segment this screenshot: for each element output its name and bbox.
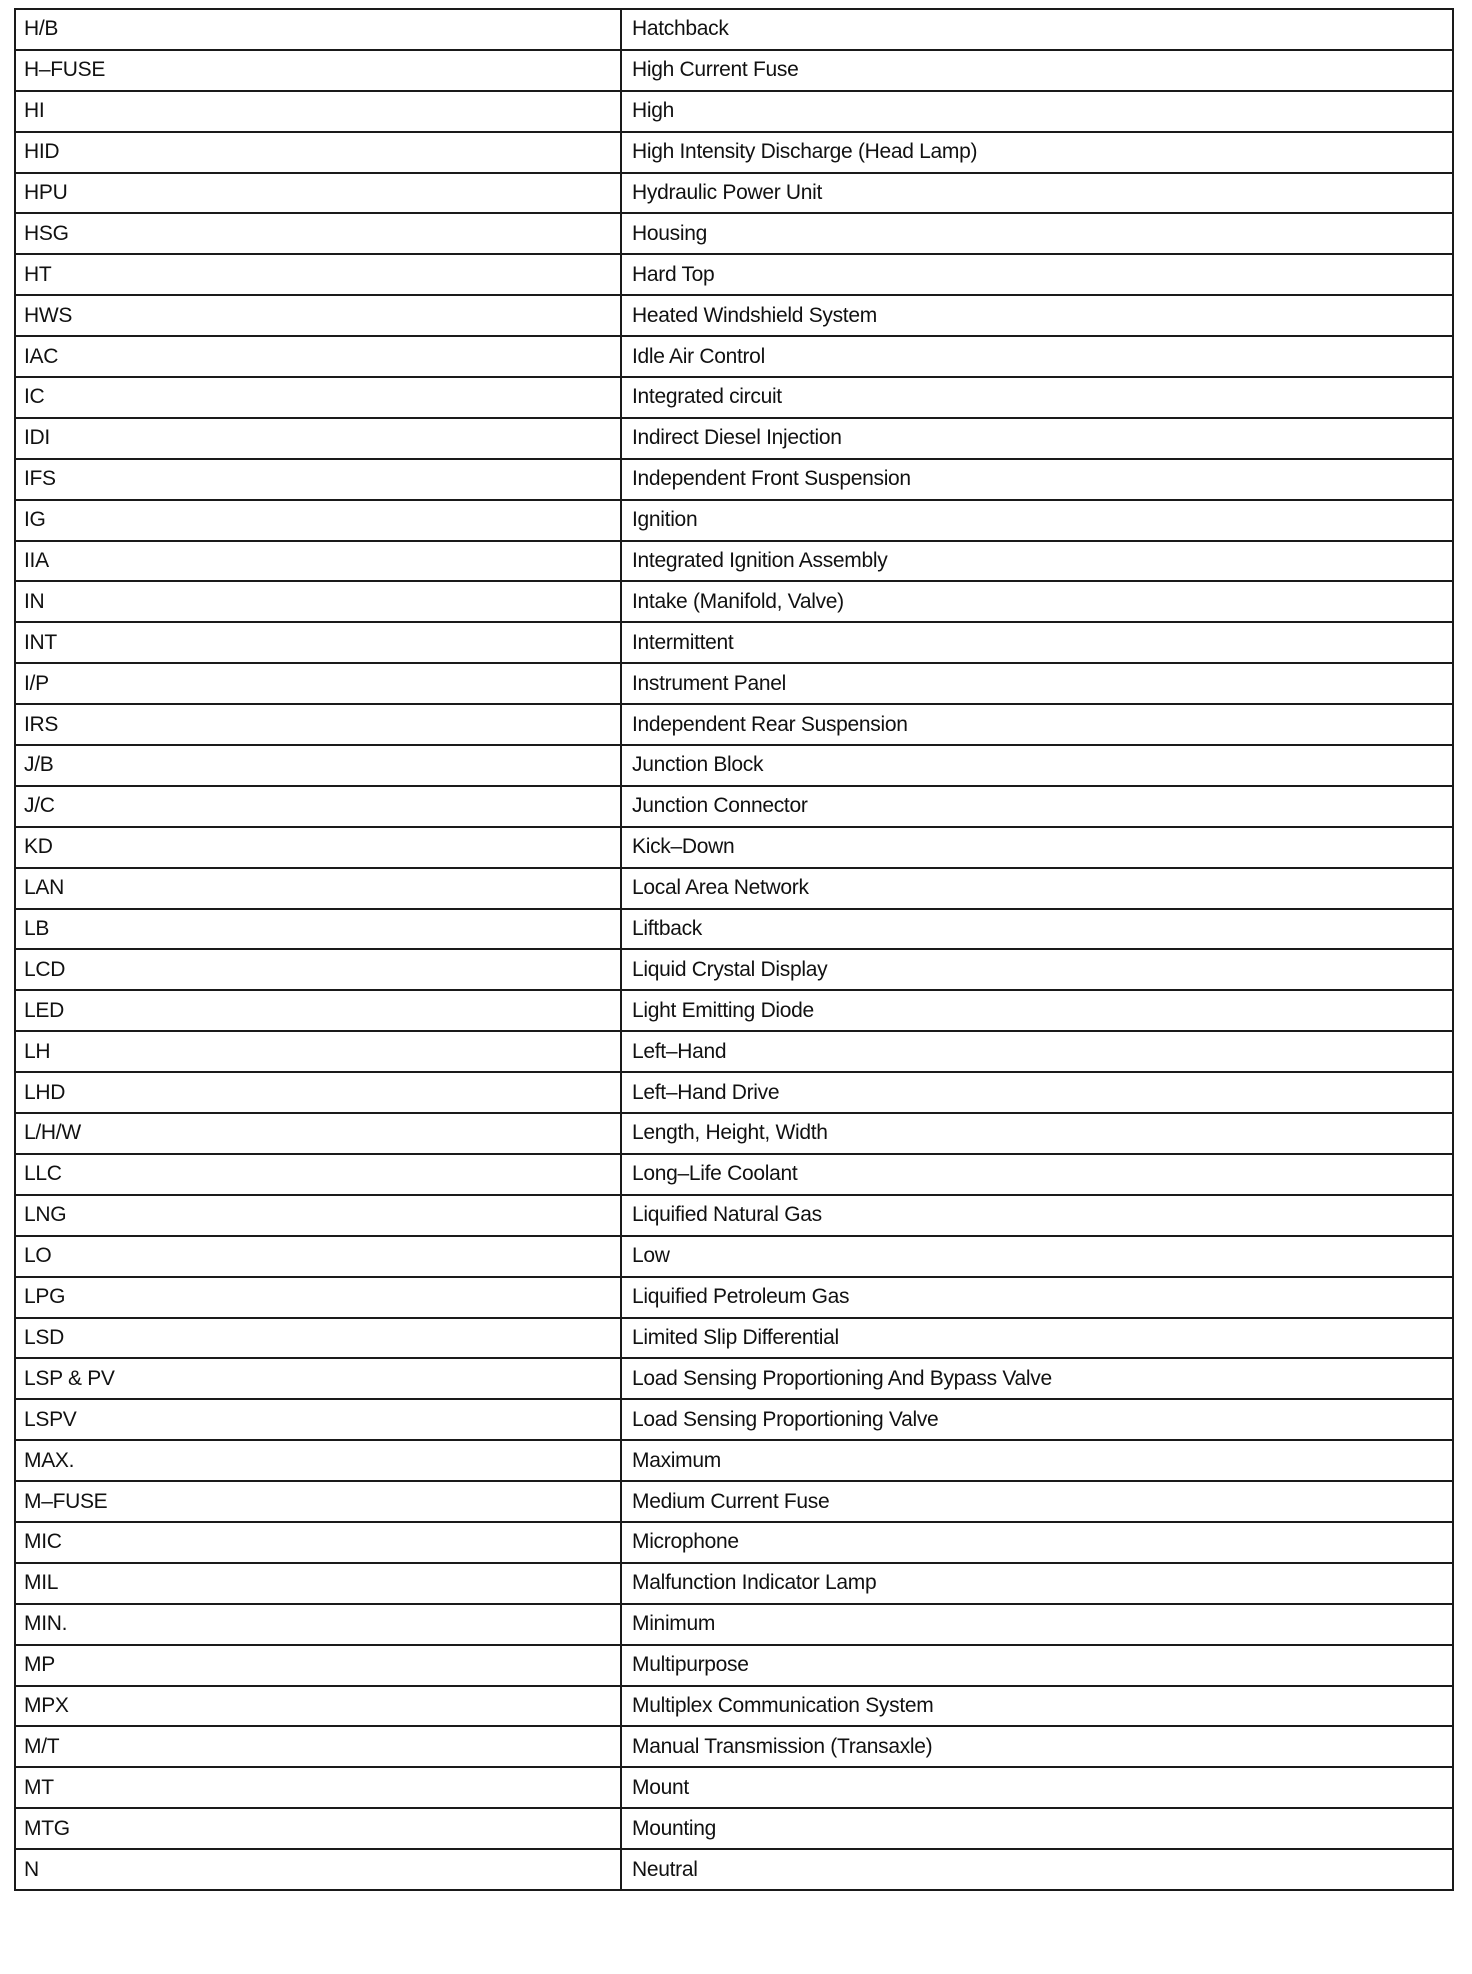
table-row [15,1031,1453,1072]
table-row [15,1399,1453,1440]
table-row [15,949,1453,990]
abbreviation-cell: IC [15,377,621,418]
meaning-cell: Length, Height, Width [621,1113,1453,1154]
abbreviation-cell: H–FUSE [15,50,621,91]
table-row [15,213,1453,254]
abbreviation-cell: MPX [15,1686,621,1727]
abbreviation-cell: LHD [15,1072,621,1113]
abbreviation-cell: J/B [15,745,621,786]
abbreviation-cell: LNG [15,1195,621,1236]
table-row [15,500,1453,541]
abbreviation-cell: MT [15,1767,621,1808]
abbreviation-cell: M/T [15,1726,621,1767]
meaning-cell: Mounting [621,1808,1453,1849]
table-row [15,581,1453,622]
abbreviation-cell: M–FUSE [15,1481,621,1522]
table-row [15,1604,1453,1645]
abbreviation-cell: HSG [15,213,621,254]
meaning-cell: Ignition [621,500,1453,541]
meaning-cell: Light Emitting Diode [621,990,1453,1031]
table-row [15,541,1453,582]
meaning-cell: Minimum [621,1604,1453,1645]
table-row [15,1849,1453,1890]
table-row [15,1277,1453,1318]
table-row [15,254,1453,295]
table-row [15,1563,1453,1604]
abbreviation-cell: MAX. [15,1440,621,1481]
abbreviation-cell: INT [15,622,621,663]
table-row [15,295,1453,336]
table-row [15,1358,1453,1399]
abbreviation-cell: IG [15,500,621,541]
table-row [15,9,1453,50]
table-row [15,1522,1453,1563]
table-row [15,1481,1453,1522]
meaning-cell: Integrated circuit [621,377,1453,418]
table-row [15,663,1453,704]
table-row [15,868,1453,909]
table-row [15,377,1453,418]
abbreviation-cell: HT [15,254,621,295]
table-row [15,50,1453,91]
abbreviation-cell: HI [15,91,621,132]
meaning-cell: Intake (Manifold, Valve) [621,581,1453,622]
table-row [15,1440,1453,1481]
meaning-cell: Multiplex Communication System [621,1686,1453,1727]
meaning-cell: Heated Windshield System [621,295,1453,336]
meaning-cell: Indirect Diesel Injection [621,418,1453,459]
abbreviation-cell: LB [15,909,621,950]
abbreviation-cell: LPG [15,1277,621,1318]
table-row [15,459,1453,500]
abbreviation-cell: MIL [15,1563,621,1604]
abbreviation-cell: IAC [15,336,621,377]
table-row [15,132,1453,173]
table-row [15,745,1453,786]
meaning-cell: Liquified Petroleum Gas [621,1277,1453,1318]
abbreviation-cell: LCD [15,949,621,990]
meaning-cell: Malfunction Indicator Lamp [621,1563,1453,1604]
meaning-cell: Manual Transmission (Transaxle) [621,1726,1453,1767]
table-row [15,418,1453,459]
meaning-cell: Left–Hand [621,1031,1453,1072]
meaning-cell: Instrument Panel [621,663,1453,704]
meaning-cell: Multipurpose [621,1645,1453,1686]
meaning-cell: Hard Top [621,254,1453,295]
abbreviation-cell: I/P [15,663,621,704]
meaning-cell: Housing [621,213,1453,254]
meaning-cell: Maximum [621,1440,1453,1481]
meaning-cell: Independent Front Suspension [621,459,1453,500]
table-row [15,909,1453,950]
table-row [15,173,1453,214]
abbreviation-cell: LH [15,1031,621,1072]
table-row [15,1645,1453,1686]
table-row [15,1726,1453,1767]
table-row [15,622,1453,663]
meaning-cell: Medium Current Fuse [621,1481,1453,1522]
meaning-cell: Low [621,1236,1453,1277]
meaning-cell: High Intensity Discharge (Head Lamp) [621,132,1453,173]
table-row [15,336,1453,377]
meaning-cell: High Current Fuse [621,50,1453,91]
meaning-cell: Load Sensing Proportioning And Bypass Valve [621,1358,1453,1399]
meaning-cell: Liquid Crystal Display [621,949,1453,990]
meaning-cell: Long–Life Coolant [621,1154,1453,1195]
abbreviation-cell: HWS [15,295,621,336]
meaning-cell: Kick–Down [621,827,1453,868]
abbreviation-cell: IFS [15,459,621,500]
abbreviation-cell: LSPV [15,1399,621,1440]
meaning-cell: Limited Slip Differential [621,1318,1453,1359]
table-row [15,1072,1453,1113]
meaning-cell: Microphone [621,1522,1453,1563]
meaning-cell: High [621,91,1453,132]
abbreviation-cell: H/B [15,9,621,50]
meaning-cell: Mount [621,1767,1453,1808]
meaning-cell: Liftback [621,909,1453,950]
meaning-cell: Left–Hand Drive [621,1072,1453,1113]
meaning-cell: Independent Rear Suspension [621,704,1453,745]
abbreviation-cell: IRS [15,704,621,745]
table-row [15,704,1453,745]
table-row [15,1686,1453,1727]
meaning-cell: Junction Block [621,745,1453,786]
table-row [15,1767,1453,1808]
meaning-cell: Idle Air Control [621,336,1453,377]
abbreviation-cell: LED [15,990,621,1031]
table-row [15,1808,1453,1849]
abbreviation-cell: IIA [15,541,621,582]
table-row [15,1195,1453,1236]
abbreviation-cell: HID [15,132,621,173]
table-row [15,786,1453,827]
abbreviation-cell: MP [15,1645,621,1686]
abbreviation-cell: LAN [15,868,621,909]
abbreviation-cell: LSD [15,1318,621,1359]
abbreviation-table [14,8,1454,1891]
abbreviation-cell: L/H/W [15,1113,621,1154]
meaning-cell: Neutral [621,1849,1453,1890]
meaning-cell: Load Sensing Proportioning Valve [621,1399,1453,1440]
meaning-cell: Hydraulic Power Unit [621,173,1453,214]
table-row [15,990,1453,1031]
abbreviation-cell: LLC [15,1154,621,1195]
abbreviation-cell: MIN. [15,1604,621,1645]
abbreviation-cell: LO [15,1236,621,1277]
table-row [15,1236,1453,1277]
meaning-cell: Intermittent [621,622,1453,663]
meaning-cell: Junction Connector [621,786,1453,827]
abbreviation-cell: N [15,1849,621,1890]
abbreviation-cell: LSP & PV [15,1358,621,1399]
table-row [15,1318,1453,1359]
abbreviation-cell: KD [15,827,621,868]
meaning-cell: Local Area Network [621,868,1453,909]
meaning-cell: Liquified Natural Gas [621,1195,1453,1236]
abbreviation-cell: J/C [15,786,621,827]
abbreviation-cell: IN [15,581,621,622]
table-row [15,827,1453,868]
abbreviation-table-body [15,9,1453,1890]
table-row [15,1154,1453,1195]
table-row [15,1113,1453,1154]
meaning-cell: Integrated Ignition Assembly [621,541,1453,582]
abbreviation-cell: IDI [15,418,621,459]
abbreviation-cell: MTG [15,1808,621,1849]
table-row [15,91,1453,132]
abbreviation-cell: HPU [15,173,621,214]
abbreviation-cell: MIC [15,1522,621,1563]
meaning-cell: Hatchback [621,9,1453,50]
